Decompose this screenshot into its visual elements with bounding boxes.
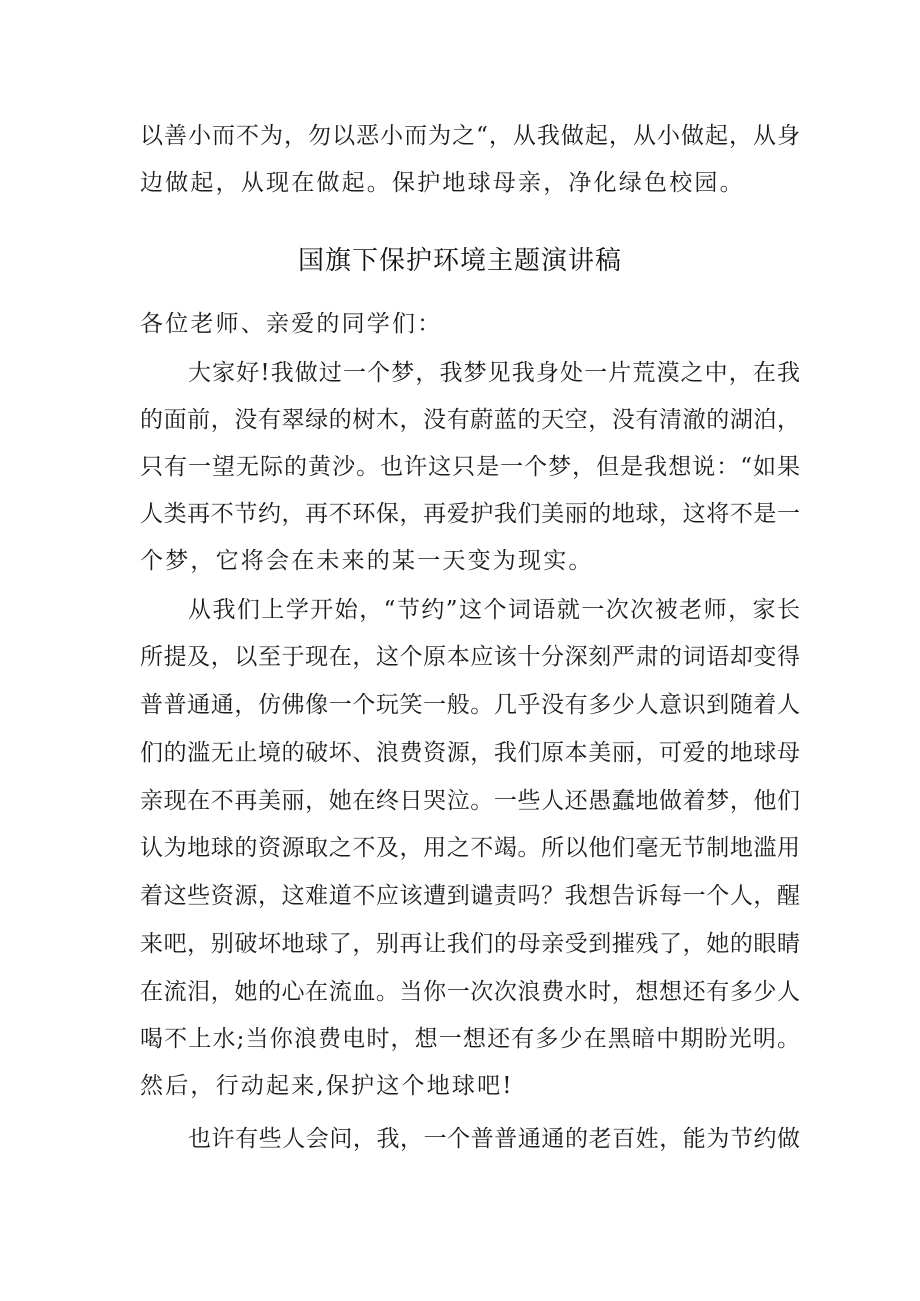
paragraph-2-line-7: 着这些资源，这难道不应该遭到谴责吗？我想告诉每一个人，醒 (140, 883, 800, 909)
paragraph-1-line-2: 的面前，没有翠绿的树木，没有蔚蓝的天空，没有清澈的湖泊， (140, 407, 800, 433)
paragraph-2-line-10: 喝不上水;当你浪费电时，想一想还有多少在黑暗中期盼光明。 (140, 1026, 800, 1052)
paragraph-2-line-6: 认为地球的资源取之不及，用之不竭。所以他们毫无节制地滥用 (140, 835, 800, 861)
paragraph-2-line-3: 普普通通，仿佛像一个玩笑一般。几乎没有多少人意识到随着人 (140, 692, 800, 718)
paragraph-3-line-1: 也许有些人会问，我，一个普普通通的老百姓，能为节约做 (188, 1126, 800, 1152)
salutation: 各位老师、亲爱的同学们： (140, 311, 443, 337)
paragraph-1-line-4: 人类再不节约，再不环保，再爱护我们美丽的地球，这将不是一 (140, 501, 800, 527)
paragraph-2-line-5: 亲现在不再美丽，她在终日哭泣。一些人还愚蠢地做着梦，他们 (140, 788, 800, 814)
paragraph-1-line-3: 只有一望无际的黄沙。也许这只是一个梦，但是我想说：“如果 (140, 454, 800, 480)
paragraph-1-line-5: 个梦，它将会在未来的某一天变为现实。 (140, 548, 594, 574)
paragraph-2-line-8: 来吧，别破坏地球了，别再让我们的母亲受到摧残了，她的眼睛 (140, 931, 800, 957)
paragraph-1-line-1: 大家好!我做过一个梦，我梦见我身处一片荒漠之中，在我 (188, 360, 800, 386)
paragraph-2-line-11: 然后，行动起来,保护这个地球吧! (140, 1073, 514, 1099)
paragraph-2-line-2: 所提及，以至于现在，这个原本应该十分深刻严肃的词语却变得 (140, 644, 800, 670)
intro-line-1: 以善小而不为，勿以恶小而为之“，从我做起，从小做起，从身 (140, 123, 800, 149)
intro-line-2: 边做起，从现在做起。保护地球母亲，净化绿色校园。 (140, 170, 745, 196)
paragraph-2-line-4: 们的滥无止境的破坏、浪费资源，我们原本美丽，可爱的地球母 (140, 740, 800, 766)
paragraph-2-line-1: 从我们上学开始，“节约”这个词语就一次次被老师，家长 (188, 597, 800, 623)
paragraph-2-line-9: 在流泪，她的心在流血。当你一次次浪费水时，想想还有多少人 (140, 979, 800, 1005)
speech-title: 国旗下保护环境主题演讲稿 (297, 246, 622, 276)
